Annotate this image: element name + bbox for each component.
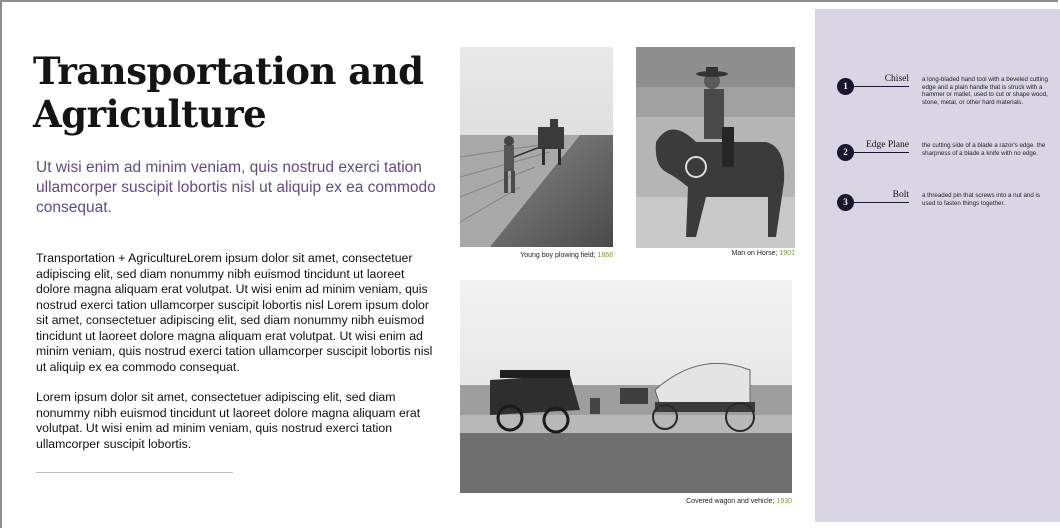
photo-caption-3: [460, 497, 792, 506]
tool-entry-edge-plane: [815, 140, 1060, 180]
caption-text: Covered wagon and vehicle;: [686, 498, 775, 505]
photo-plowing-field: [460, 47, 613, 247]
caption-text: Man on Horse;: [731, 250, 778, 257]
tool-name: Bolt: [892, 190, 909, 200]
leader-line: [854, 86, 909, 87]
tool-name: Edge Plane: [865, 140, 909, 150]
leader-line: [854, 152, 909, 153]
tool-number-badge: 2: [837, 144, 854, 161]
body-paragraph-1: Transportation + AgricultureLorem ipsum dolor sit amet, consectetuer adipiscing elit, sed diam nonummy nibh euismod tincidunt ut laoreet dolore magna aliquam erat volutpat. Ut wisi enim ad minim veniam, quis nostrud exerci tation ullamcorper suscipit lobortis nisl Lorem ipsum dolor sit amet, consectetuer adipiscing elit, sed diam nonummy nibh euismod tincidunt ut laoreet dolore magna aliquam erat volutpat. Ut wisi enim ad minim veniam, quis nostrud exerci tation ullamcorper suscipit lobortis nisl ut aliquip ex ea commodo consequat.: [36, 251, 433, 374]
divider: [36, 472, 233, 473]
tool-description: a long-bladed hand tool with a beveled cutting edge and a plain handle that is struck with a hammer or mallet, used to cut or shape wood, stone, metal, or other hard materials.: [922, 76, 1048, 106]
caption-year: 1868: [597, 252, 613, 259]
photo-caption-1: [460, 251, 613, 260]
caption-text: Young boy plowing field;: [520, 252, 596, 259]
photo-caption-2: [636, 249, 795, 258]
body-paragraph-2: Lorem ipsum dolor sit amet, consectetuer adipiscing elit, sed diam nonummy nibh euismod tincidunt ut laoreet dolore magna aliquam erat volutpat. Ut wisi enim ad minim veniam, quis nostrud exerci tation ullamcorper suscipit lobortis.: [36, 390, 421, 451]
tool-entry-chisel: [815, 73, 1060, 113]
caption-year: 1901: [779, 250, 795, 257]
caption-year: 1930: [776, 498, 792, 505]
tool-name: Chisel: [884, 74, 909, 84]
tools-sidebar: [815, 9, 1060, 522]
page-title: Transportation and Agriculture: [33, 49, 424, 136]
tool-number-badge: 1: [837, 78, 854, 95]
tool-description: a threaded pin that screws into a nut and is used to fasten things together.: [922, 192, 1040, 207]
photo-covered-wagon: [460, 280, 792, 493]
tool-number-badge: 3: [837, 194, 854, 211]
leader-line: [854, 202, 909, 203]
photo-man-on-horse: [636, 47, 795, 248]
tool-description: the cutting side of a blade a razor's edge. the sharpness of a blade a knife with no edge.: [922, 142, 1046, 157]
page-subtitle: Ut wisi enim ad minim veniam, quis nostrud exerci tation ullamcorper suscipit lobortis nisl ut aliquip ex ea commodo consequat.: [36, 159, 436, 216]
tool-entry-bolt: [815, 190, 1060, 230]
